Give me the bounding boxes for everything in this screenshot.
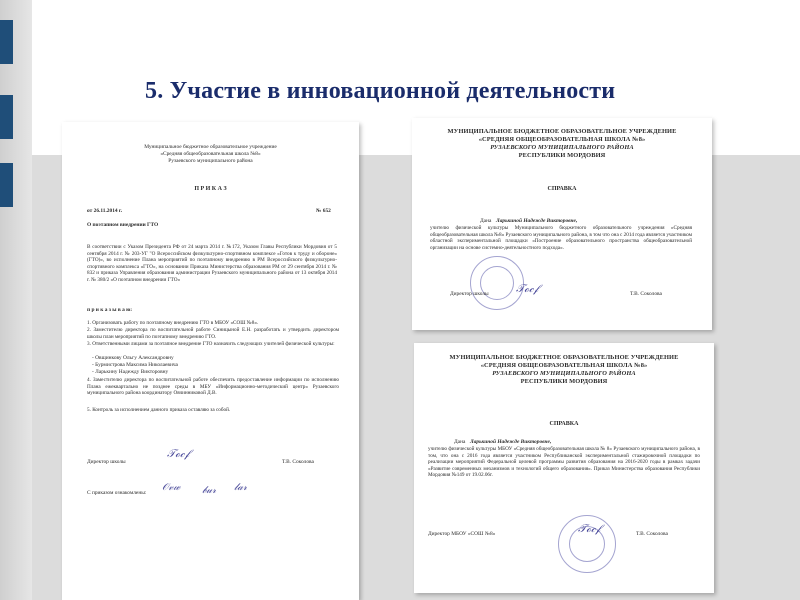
doc-header-line: РЕСПУБЛИКИ МОРДОВИЯ: [518, 152, 606, 159]
doc-header-line: МУНИЦИПАЛЬНОЕ БЮДЖЕТНОЕ ОБРАЗОВАТЕЛЬНОЕ УЧРЕЖДЕНИЕ: [449, 354, 679, 361]
signature: 𝒷𝓊𝓇: [202, 485, 217, 496]
order-item: - Овщинкову Ольгу Александровну: [92, 355, 174, 361]
director-label: Директор школы: [450, 291, 489, 297]
familiar-label: С приказом ознакомлены:: [87, 490, 147, 496]
recipient-name: Ларькиной Надежде Викторовне,: [496, 218, 578, 224]
orders-label: п р и к а з ы в а ю:: [87, 307, 133, 313]
doc-header-line: «Средняя общеобразовательная школа №8»: [160, 151, 261, 157]
doc-header-line: МУНИЦИПАЛЬНОЕ БЮДЖЕТНОЕ ОБРАЗОВАТЕЛЬНОЕ УЧРЕЖДЕНИЕ: [447, 128, 677, 135]
doc-header-line: «СРЕДНЯЯ ОБЩЕОБРАЗОВАТЕЛЬНАЯ ШКОЛА №8»: [480, 362, 648, 369]
director-name: Т.В. Соколова: [282, 459, 314, 465]
signature: 𝒯ℴ𝒸𝒻: [516, 283, 539, 295]
order-item: 2. Заместителю директора по воспитательной работе Синицыной Е.Н. разработать и утвердить директором школы план мероприятий по поэтапному внедрению ГТО.: [87, 327, 339, 340]
decorative-bar: [0, 163, 13, 207]
doc-header-line: «СРЕДНЯЯ ОБЩЕОБРАЗОВАТЕЛЬНАЯ ШКОЛА №8»: [478, 136, 646, 143]
director-name: Т.В. Соколова: [636, 531, 668, 537]
given-to-label: Дана: [454, 439, 466, 445]
order-subject: О поэтапном внедрении ГТО: [87, 222, 159, 228]
decorative-bar: [0, 20, 13, 64]
given-to-label: Дана: [480, 218, 492, 224]
signature: 𝓁𝒶𝓇: [234, 482, 247, 493]
slide-title: 5. Участие в инновационной деятельности: [145, 78, 616, 104]
order-item: 1. Организовать работу по поэтапному внедрению ГТО в МБОУ «СОШ №8».: [87, 320, 259, 326]
doc-header-line: Рузаевского муниципального района: [168, 158, 253, 164]
order-item: 4. Заместителю директора по воспитательной работе обеспечить предоставление информации по исполнению Плана ежеквартально не позднее среды в МБУ «Информационно-методический центр» Рузаевского муниципального района координатору Овчинниковой Д.В.: [87, 377, 339, 397]
order-body: В соответствии с Указом Президента РФ от 24 марта 2014 г. №172, Указом Главы Республики Мордовия от 5 сентября 2014 г. № 203-УГ "О Всероссийском физкультурно-спортивном комплексе «Готов к труду и обороне» (ГТО)», во исполнение Плана мероприятий по поэтапному внедрению в РМ Всероссийского физкультурно-спортивного комплекса «ГТО», на основании Приказа Министерства образования РМ от 29 сентября 2014 г. № 832 и приказа Управления образования администрации Рузаевского муниципального района от 13 октября 2014 г. № 380/2 «О поэтапном внедрении ГТО»: [87, 244, 337, 283]
certificate-document: [412, 118, 712, 330]
order-item: - Бурмистрова Максима Николаевича: [92, 362, 178, 368]
recipient-name: Ларькиной Надежде Викторовне,: [470, 439, 552, 445]
order-number: № 652: [316, 208, 331, 214]
spravka-title: СПРАВКА: [547, 186, 577, 192]
order-title: П Р И К А З: [194, 186, 227, 192]
left-gray-band: [0, 0, 32, 600]
order-date: от 26.11.2014 г.: [87, 208, 123, 214]
director-label: Директор МБОУ «СОШ №8»: [428, 531, 496, 537]
order-item: 3. Ответственными лицами за поэтапное внедрение ГТО назначить следующих учителей физической культуры:: [87, 341, 335, 347]
certificate-body: учителю физической культуры Муниципального бюджетного образовательного учреждения «Средняя общеобразовательная школа №8» Рузаевского муниципального района, в том что она с 2014 года является участником областной экспериментальной площадки «Построение образовательного пространства общеобразовательной организации на основе системно-деятельностного подхода».: [430, 225, 693, 251]
doc-header-line: РУЗАЕВСКОГО МУНИЦИПАЛЬНОГО РАЙОНА: [490, 144, 634, 151]
spravka-title: СПРАВКА: [549, 421, 579, 427]
signature: 𝒯ℴ𝒸𝒻: [578, 523, 601, 535]
doc-header-line: РУЗАЕВСКОГО МУНИЦИПАЛЬНОГО РАЙОНА: [492, 370, 636, 377]
decorative-bar: [0, 95, 13, 139]
director-name: Т.В. Соколова: [630, 291, 662, 297]
doc-header-line: Муниципальное бюджетное образовательное учреждение: [144, 144, 277, 150]
certificate-body: учителю физической культуры МБОУ «Средняя общеобразовательная школа № 8» Рузаевского муниципального района, в том, что она с 2016 года является участником Республиканской экспериментальной стажировочной площадки по реализации мероприятий Федеральной целевой программы развития образования на 2016-2020 годы в рамках задачи «Развитие современных механизмов и технологий общего образования». Приказ Министерства образования Республики Мордовия №149 от 19.02.06г.: [428, 446, 700, 479]
signature: 𝒯ℴ𝒸𝒻: [167, 448, 190, 460]
director-label: Директор школы: [87, 459, 126, 465]
order-document: [62, 122, 359, 600]
order-item: - Ларькину Надежду Викторовну: [92, 369, 169, 375]
order-item: 5. Контроль за исполнением данного приказа оставляю за собой.: [87, 407, 231, 413]
certificate-document: [414, 343, 714, 593]
doc-header-line: РЕСПУБЛИКИ МОРДОВИЯ: [520, 378, 608, 385]
signature: 𝒪𝓋𝓌: [162, 482, 181, 493]
